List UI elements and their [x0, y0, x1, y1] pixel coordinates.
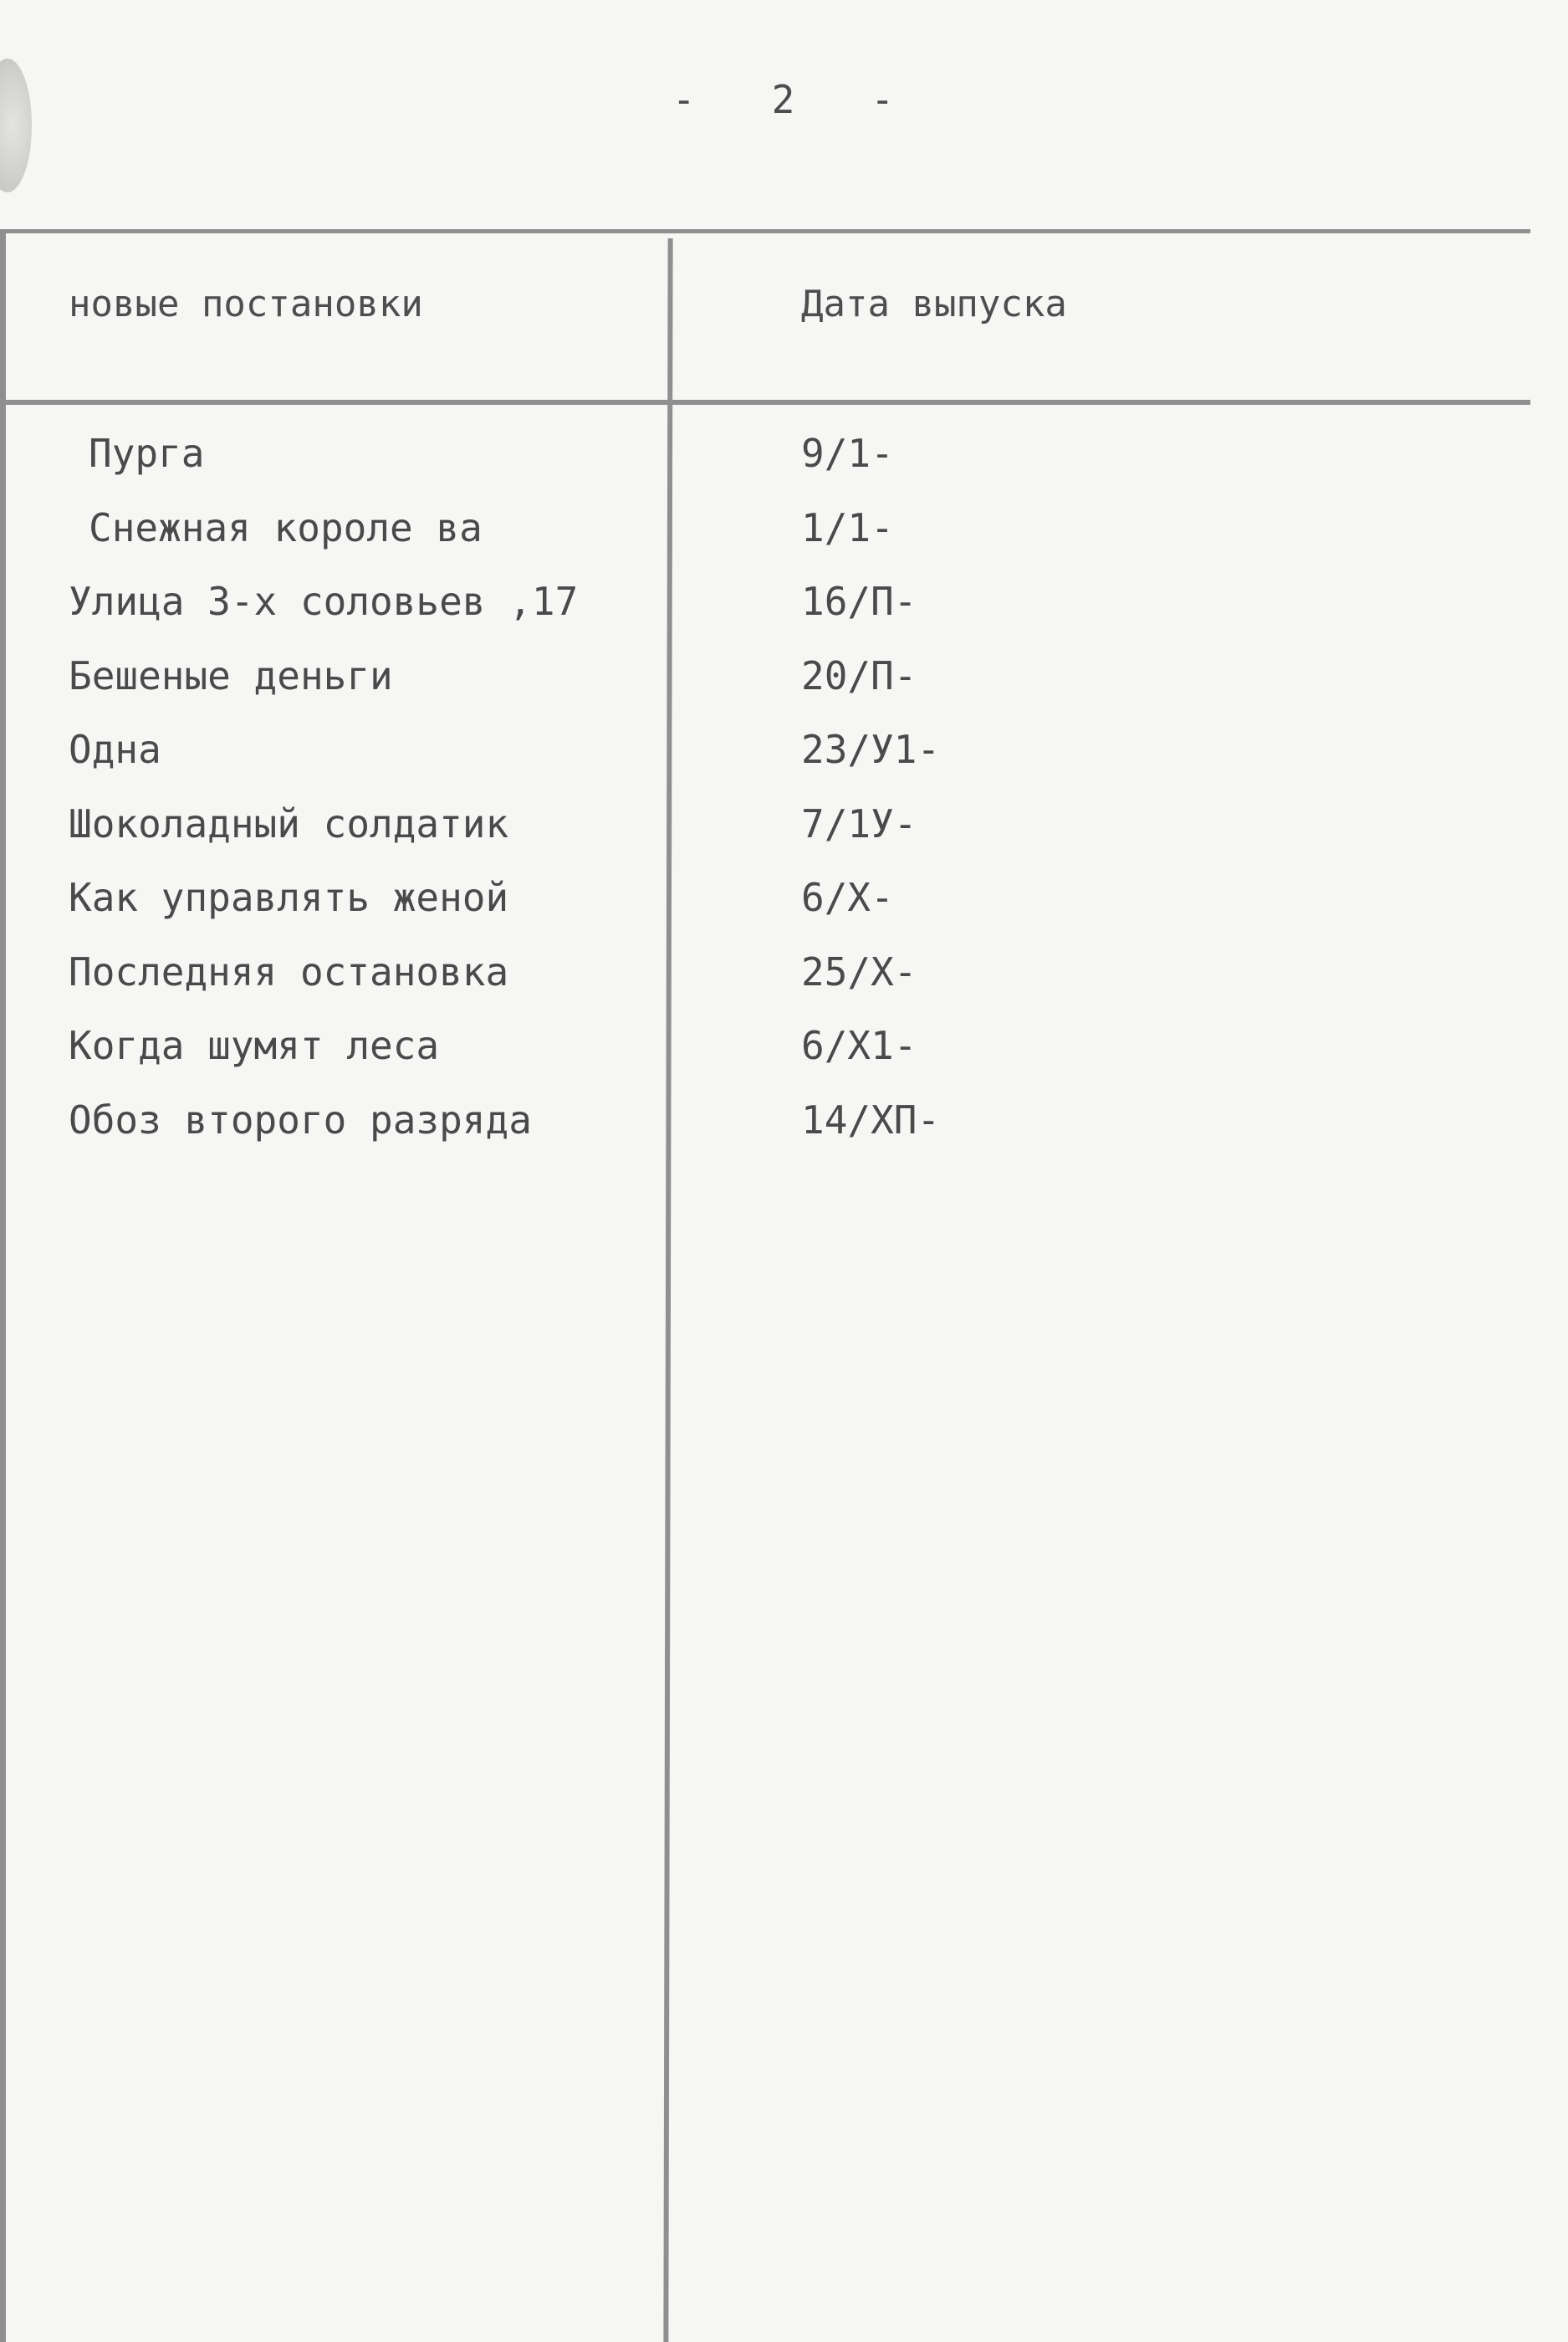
release-date: 6/Х1- — [801, 1023, 917, 1068]
production-title: Обоз второго разряда — [69, 1097, 532, 1143]
production-title: Снежная короле ва — [89, 504, 483, 550]
release-date: 7/1У- — [801, 800, 917, 846]
table-row — [0, 428, 1530, 503]
production-title: Одна — [69, 727, 161, 772]
release-date: 14/ХП- — [801, 1097, 941, 1143]
table-header-divider — [0, 400, 1530, 405]
table-row — [0, 799, 1530, 873]
release-date: 6/Х- — [801, 875, 894, 920]
release-date: 25/Х- — [801, 949, 917, 995]
table-row — [0, 503, 1530, 577]
table-row — [0, 651, 1530, 725]
release-date: 23/У1- — [801, 727, 941, 772]
table-top-border — [0, 229, 1530, 233]
table-row — [0, 1020, 1530, 1095]
release-date: 1/1- — [801, 504, 894, 550]
release-date: 16/П- — [801, 579, 917, 624]
table-row — [0, 1095, 1530, 1169]
column-header-date: Дата выпуска — [801, 283, 1067, 325]
table-row — [0, 947, 1530, 1021]
production-title: Улица 3-х соловьев ,17 — [69, 579, 579, 624]
table-row — [0, 576, 1530, 651]
release-date: 9/1- — [801, 431, 894, 476]
production-title: Последняя остановка — [69, 949, 509, 995]
production-title: Шоколадный солдатик — [69, 800, 509, 846]
table-row — [0, 872, 1530, 947]
production-title: Пурга — [89, 431, 205, 476]
production-title: Когда шумят леса — [69, 1023, 440, 1068]
production-title: Как управлять женой — [69, 875, 509, 920]
table-body — [0, 428, 1530, 1168]
table-row — [0, 724, 1530, 799]
page-number: - 2 - — [672, 77, 896, 122]
column-header-title: новые постановки — [69, 283, 423, 325]
release-date: 20/П- — [801, 652, 917, 698]
production-title: Бешеные деньги — [69, 652, 393, 698]
